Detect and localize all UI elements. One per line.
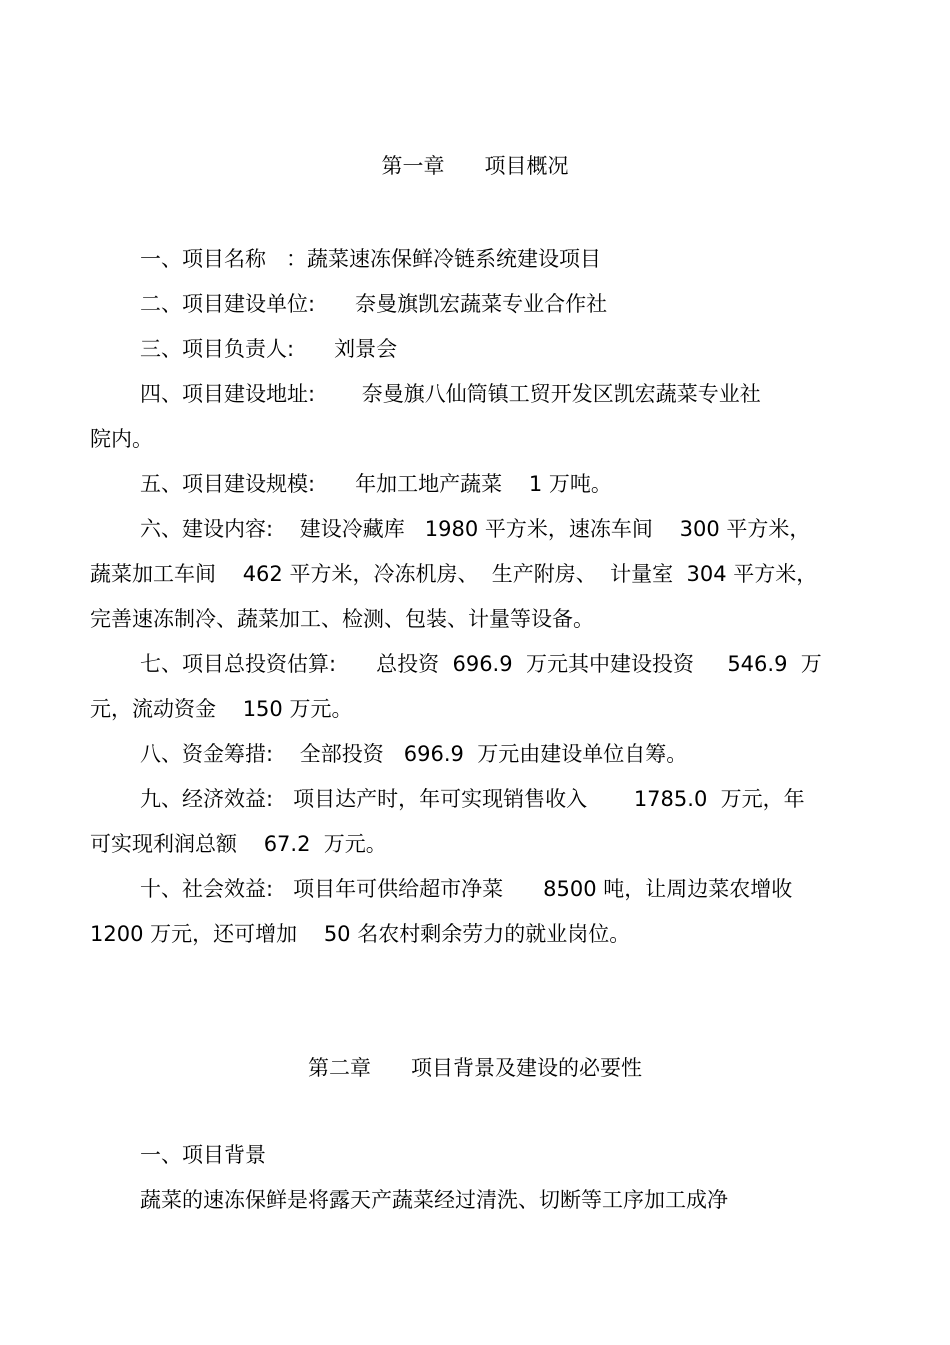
paragraph-background: 蔬菜的速冻保鲜是将露天产蔬菜经过清洗、切断等工序加工成净 (140, 1188, 728, 1212)
item-funding: 八、资金筹措: 全部投资 696.9 万元由建设单位自筹。 (140, 742, 688, 766)
item-total-investment: 七、项目总投资估算: 总投资 696.9 万元其中建设投资 546.9 万 (140, 652, 822, 676)
item-construction-content: 六、建设内容: 建设冷藏库 1980 平方米，速冻车间 300 平方米， (140, 517, 811, 541)
item-construction-address: 四、项目建设地址: 奈曼旗八仙筒镇工贸开发区凯宏蔬菜专业社 (140, 382, 761, 406)
item-project-name: 一、项目名称 ：蔬菜速冻保鲜冷链系统建设项目 (140, 247, 602, 271)
chapter-1-title: 第一章 项目概况 (381, 154, 569, 178)
item-project-leader: 三、项目负责人: 刘景会 (140, 337, 398, 361)
item-social-benefit-cont: 1200 万元，还可增加 50 名农村剩余劳力的就业岗位。 (90, 922, 631, 946)
item-social-benefit: 十、社会效益: 项目年可供给超市净菜 8500 吨，让周边菜农增收 (140, 877, 793, 901)
chapter-2-title: 第二章 项目背景及建设的必要性 (307, 1056, 643, 1080)
item-construction-content-cont-1: 蔬菜加工车间 462 平方米，冷冻机房、 生产附房、 计量室 304 平方米， (90, 562, 818, 586)
item-construction-unit: 二、项目建设单位: 奈曼旗凯宏蔬菜专业合作社 (140, 292, 608, 316)
item-construction-scale: 五、项目建设规模: 年加工地产蔬菜 1 万吨。 (140, 472, 612, 496)
item-total-investment-cont: 元，流动资金 150 万元。 (90, 697, 353, 721)
item-construction-content-cont-2: 完善速冻制冷、蔬菜加工、检测、包装、计量等设备。 (90, 607, 594, 631)
item-economic-benefit: 九、经济效益: 项目达产时，年可实现销售收入 1785.0 万元，年 (140, 787, 805, 811)
section-project-background: 一、项目背景 (140, 1143, 266, 1167)
item-construction-address-cont: 院内。 (90, 427, 153, 451)
item-economic-benefit-cont: 可实现利润总额 67.2 万元。 (90, 832, 387, 856)
